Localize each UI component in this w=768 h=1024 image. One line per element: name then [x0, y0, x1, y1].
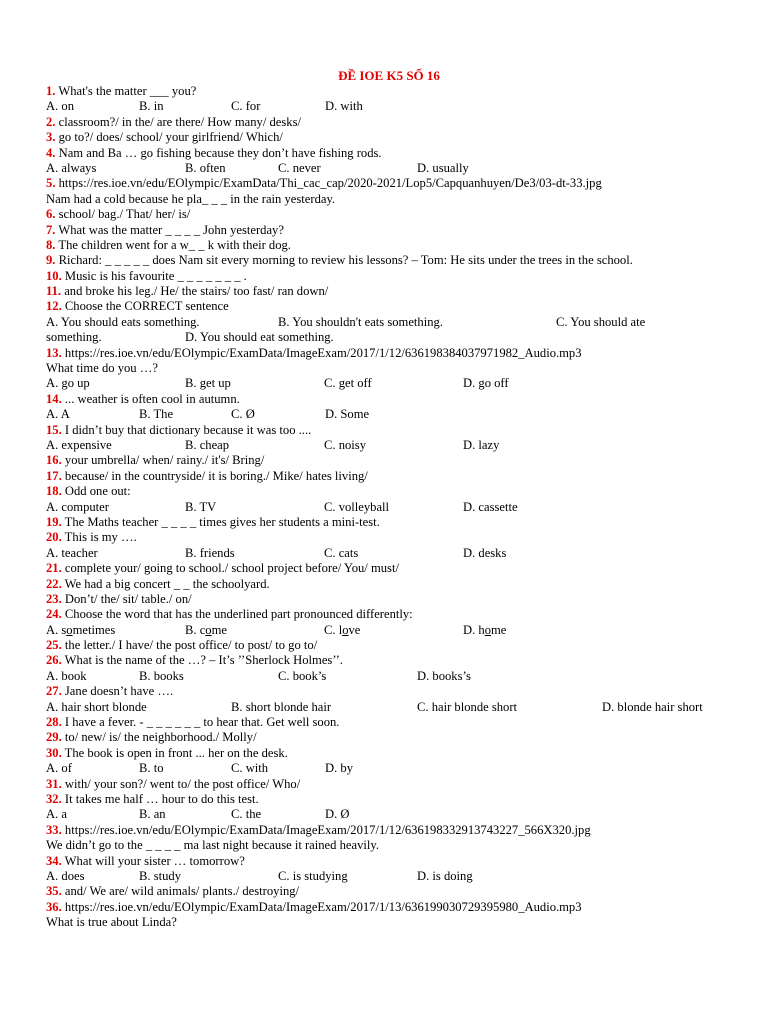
option-d: D. by	[325, 761, 353, 776]
question-text-2: We didn’t go to the _ _ _ _ ma last night because it rained heavily.	[46, 838, 379, 853]
options-row	[46, 99, 736, 114]
question-text: It takes me half … hour to do this test.	[64, 791, 259, 806]
option-a: A. expensive	[46, 437, 112, 452]
question-text: What will your sister … tomorrow?	[64, 853, 245, 868]
question-14	[46, 392, 736, 407]
option-b: B. cheap	[185, 437, 230, 452]
option-d: D. cassette	[463, 499, 518, 514]
option-b: B. to	[139, 761, 164, 776]
question-text: What's the matter ___ you?	[58, 84, 197, 98]
option-b: B. You shouldn't eats something.	[278, 314, 443, 329]
option-d: D. books’s	[417, 668, 471, 683]
option-c: C. You should ate	[556, 314, 646, 329]
question-text: Richard: _ _ _ _ _ does Nam sit every morning to review his lessons? – Tom: He sits under the trees in the school.	[58, 253, 633, 268]
question-text: I didn’t buy that dictionary because it was too ....	[64, 422, 312, 437]
question-number: 6.	[46, 207, 56, 222]
question-number: 9.	[46, 253, 56, 268]
question-number: 31.	[46, 776, 62, 791]
option-d: D. home	[463, 622, 507, 637]
question-number: 26.	[46, 653, 62, 668]
option-b: B. books	[139, 668, 184, 683]
options-row	[46, 669, 736, 684]
option-c: C. for	[231, 99, 261, 114]
option-d: D. usually	[417, 160, 469, 175]
question-text: go to?/ does/ school/ your girlfriend/ Which/	[58, 130, 283, 145]
question-number: 10.	[46, 268, 62, 283]
option-b: B. often	[185, 160, 226, 175]
question-text: This is my ….	[64, 530, 137, 545]
question-text: because/ in the countryside/ it is boring./ Mike/ hates living/	[64, 468, 368, 483]
options-row	[46, 315, 736, 330]
question-13-continued	[46, 361, 736, 376]
question-number: 19.	[46, 514, 62, 529]
question-number: 22.	[46, 576, 62, 591]
question-text-2: What time do you …?	[46, 361, 158, 376]
option-b: B. The	[139, 407, 174, 422]
question-text: What was the matter _ _ _ _ John yesterday?	[58, 222, 284, 237]
question-15	[46, 423, 736, 438]
option-a: A. always	[46, 160, 97, 175]
question-text-2: Nam had a cold because he pla_ _ _ in the rain yesterday.	[46, 191, 336, 206]
question-33-continued	[46, 838, 736, 853]
option-d: D. go off	[463, 376, 509, 391]
question-36	[46, 900, 736, 915]
question-number: 27.	[46, 684, 62, 699]
question-number: 13.	[46, 345, 62, 360]
question-number: 23.	[46, 591, 62, 606]
question-text: Jane doesn’t have ….	[64, 684, 174, 699]
option-c: C. never	[278, 160, 321, 175]
option-c: C. with	[231, 761, 269, 776]
question-number: 14.	[46, 391, 62, 406]
option-a: A. a	[46, 807, 67, 822]
question-text: The children went for a w_ _ k with their dog.	[58, 237, 291, 252]
question-27	[46, 684, 736, 699]
question-number: 24.	[46, 607, 62, 622]
option-d: D. with	[325, 99, 363, 114]
question-24	[46, 607, 736, 622]
question-number: 35.	[46, 884, 62, 899]
option-d: D. blonde hair short	[602, 699, 703, 714]
question-number: 21.	[46, 561, 62, 576]
option-c: C. is studying	[278, 868, 348, 883]
question-number: 17.	[46, 468, 62, 483]
option-c: C. book’s	[278, 668, 327, 683]
options-row	[46, 407, 736, 422]
question-30	[46, 746, 736, 761]
options-row	[46, 376, 736, 391]
question-number: 29.	[46, 730, 62, 745]
question-text: We had a big concert _ _ the schoolyard.	[64, 576, 270, 591]
options-row	[46, 546, 736, 561]
question-number: 25.	[46, 638, 62, 653]
options-row	[46, 623, 736, 638]
option-b: B. get up	[185, 376, 231, 391]
question-text: classroom?/ in the/ are there/ How many/ desks/	[58, 114, 301, 129]
question-12-continued	[46, 330, 736, 345]
question-number: 5.	[46, 176, 56, 191]
question-4	[46, 146, 736, 161]
question-text: Music is his favourite _ _ _ _ _ _ _ .	[64, 268, 247, 283]
option-a: A. go up	[46, 376, 90, 391]
question-number: 12.	[46, 299, 62, 314]
question-text: school/ bag./ That/ her/ is/	[58, 207, 191, 222]
question-text: and/ We are/ wild animals/ plants./ destroying/	[64, 884, 300, 899]
question-text: your umbrella/ when/ rainy./ it's/ Bring/	[64, 453, 265, 468]
question-number: 3.	[46, 130, 56, 145]
options-row	[46, 161, 736, 176]
page-title: ĐỀ IOE K5 SỐ 16	[338, 68, 440, 83]
question-text: https://res.ioe.vn/edu/EOlympic/ExamData/ImageExam/2017/1/12/636198332913743227_566X320.jpg	[64, 822, 591, 837]
question-text: The book is open in front ... her on the desk.	[64, 745, 288, 760]
question-29	[46, 730, 736, 745]
question-text: Odd one out:	[64, 484, 131, 499]
question-text: the letter./ I have/ the post office/ to post/ to go to/	[64, 638, 318, 653]
option-b: B. an	[139, 807, 166, 822]
question-1	[46, 84, 736, 99]
question-12	[46, 299, 736, 314]
question-20	[46, 530, 736, 545]
question-text: ... weather is often cool in autumn.	[64, 391, 240, 406]
option-c: C. Ø	[231, 407, 255, 422]
question-number: 34.	[46, 853, 62, 868]
question-5-continued	[46, 192, 736, 207]
question-text: The Maths teacher _ _ _ _ times gives her students a mini-test.	[64, 514, 380, 529]
question-10	[46, 269, 736, 284]
question-number: 18.	[46, 484, 62, 499]
question-23	[46, 592, 736, 607]
question-list	[46, 84, 736, 930]
option-a: A. hair short blonde	[46, 699, 147, 714]
option-c: C. cats	[324, 545, 359, 560]
option-a: A. of	[46, 761, 72, 776]
question-19	[46, 515, 736, 530]
question-number: 11.	[46, 284, 62, 299]
option-d: D. is doing	[417, 868, 473, 883]
question-text: with/ your son?/ went to/ the post office/ Who/	[64, 776, 301, 791]
question-number: 20.	[46, 530, 62, 545]
question-3	[46, 130, 736, 145]
question-text-2: What is true about Linda?	[46, 915, 177, 930]
question-number: 32.	[46, 791, 62, 806]
question-text: and broke his leg./ He/ the stairs/ too fast/ ran down/	[64, 284, 329, 299]
option-c: C. love	[324, 622, 361, 637]
option-d: D. lazy	[463, 437, 500, 452]
options-row	[46, 761, 736, 776]
options-row	[46, 807, 736, 822]
options-row	[46, 438, 736, 453]
question-18	[46, 484, 736, 499]
question-text: complete your/ going to school./ school project before/ You/ must/	[64, 561, 399, 576]
option-a: A. does	[46, 868, 85, 883]
option-d: D. Ø	[325, 807, 350, 822]
question-text: Nam and Ba … go fishing because they don’t have fishing rods.	[58, 145, 382, 160]
question-number: 28.	[46, 715, 62, 730]
question-number: 4.	[46, 145, 56, 160]
question-16	[46, 453, 736, 468]
option-a: A. A	[46, 407, 70, 422]
option-c: C. volleyball	[324, 499, 390, 514]
option-c: C. get off	[324, 376, 372, 391]
question-number: 1.	[46, 84, 56, 98]
question-number: 8.	[46, 237, 56, 252]
option-c: C. the	[231, 807, 262, 822]
question-number: 36.	[46, 899, 62, 914]
question-13	[46, 346, 736, 361]
option-c: C. noisy	[324, 437, 366, 452]
option-a: A. teacher	[46, 545, 98, 560]
question-2	[46, 115, 736, 130]
question-8	[46, 238, 736, 253]
question-text: https://res.ioe.vn/edu/EOlympic/ExamData/Thi_cac_cap/2020-2021/Lop5/Capquanhuyen/De3/03-dt-33.jpg	[58, 176, 602, 191]
question-5	[46, 176, 736, 191]
option-d: D. You should eat something.	[185, 330, 334, 345]
question-text: I have a fever. - _ _ _ _ _ _ to hear that. Get well soon.	[64, 715, 340, 730]
question-text: to/ new/ is/ the neighborhood./ Molly/	[64, 730, 257, 745]
option-b: B. short blonde hair	[231, 699, 332, 714]
question-number: 15.	[46, 422, 62, 437]
question-26	[46, 653, 736, 668]
question-text: Don’t/ the/ sit/ table./ on/	[64, 591, 192, 606]
question-6	[46, 207, 736, 222]
option-a: A. on	[46, 99, 74, 114]
options-row	[46, 500, 736, 515]
question-11	[46, 284, 736, 299]
question-28	[46, 715, 736, 730]
question-number: 7.	[46, 222, 56, 237]
question-number: 33.	[46, 822, 62, 837]
question-22	[46, 577, 736, 592]
question-34	[46, 854, 736, 869]
option-a: A. You should eats something.	[46, 314, 200, 329]
question-number: 30.	[46, 745, 62, 760]
question-17	[46, 469, 736, 484]
question-9	[46, 253, 736, 268]
option-d: D. Some	[325, 407, 370, 422]
question-text: https://res.ioe.vn/edu/EOlympic/ExamData/ImageExam/2017/1/12/636198384037971982_Audio.mp3	[64, 345, 582, 360]
options-row	[46, 700, 736, 715]
question-7	[46, 223, 736, 238]
question-text: https://res.ioe.vn/edu/EOlympic/ExamData/ImageExam/2017/1/13/636199030729395980_Audio.mp3	[64, 899, 582, 914]
question-35	[46, 884, 736, 899]
question-text-2: something.	[46, 330, 102, 345]
option-a: A. sometimes	[46, 622, 116, 637]
option-b: B. come	[185, 622, 227, 637]
option-a: A. computer	[46, 499, 109, 514]
option-b: B. in	[139, 99, 164, 114]
options-row	[46, 869, 736, 884]
document-page	[46, 68, 736, 930]
question-33	[46, 823, 736, 838]
question-25	[46, 638, 736, 653]
question-text: Choose the CORRECT sentence	[64, 299, 229, 314]
question-36-continued	[46, 915, 736, 930]
option-c: C. hair blonde short	[417, 699, 518, 714]
question-text: Choose the word that has the underlined part pronounced differently:	[64, 607, 413, 622]
option-d: D. desks	[463, 545, 507, 560]
option-b: B. TV	[185, 499, 217, 514]
question-32	[46, 792, 736, 807]
question-number: 16.	[46, 453, 62, 468]
question-text: What is the name of the …? – It’s ’’Sherlock Holmes’’.	[64, 653, 343, 668]
question-31	[46, 777, 736, 792]
option-a: A. book	[46, 668, 87, 683]
question-number: 2.	[46, 114, 56, 129]
option-b: B. friends	[185, 545, 235, 560]
option-b: B. study	[139, 868, 181, 883]
question-21	[46, 561, 736, 576]
